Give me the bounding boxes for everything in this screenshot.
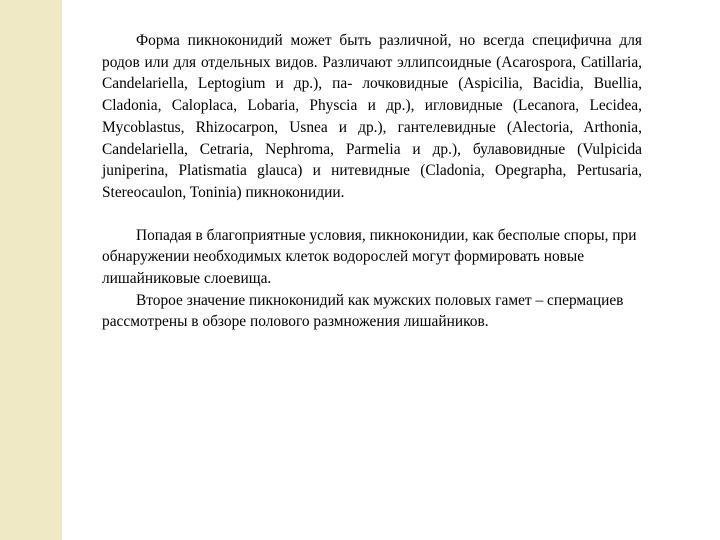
paragraph-asexual-spores: Попадая в благоприятные условия, пикноконидии, как бесполые споры, при обнаружении необходимых клеток водорослей могут формировать новые лишайниковые слоевища. [102, 226, 637, 288]
paragraph-pycnoconidia-shapes: Форма пикноконидий может быть различной, но всегда специфична для родов или для отдельных видов. Различают эллипсоидные (Acarospora, Catillaria, Candelariella, Leptogium и др.), па- лочковидные (Aspicilia, Bacidia, Buellia, Cladonia, Caloplaca, Lobaria, Physcia и др.), игловидные (Lecanora, Lecidea, Mycoblastus, Rhizocarpon, Usnea и др.), гантелевидные (Alectoria, Arthonia, Candelariella, Cetraria, Nephroma, Parmelia и др.), булавовидные (Vulpicida juniperina, Platismatia glauca) и нитевидные (Cladonia, Opegrapha, Pertusaria, Stereocaulon, Toninia) пикноконидии. [102, 32, 642, 201]
left-decorative-band [0, 0, 62, 540]
slide-text-block [102, 30, 642, 333]
paragraph-spermatia: Второе значение пикноконидий как мужских половых гамет – спермациев рассмотрены в обзоре полового размножения лишайников. [102, 291, 624, 331]
